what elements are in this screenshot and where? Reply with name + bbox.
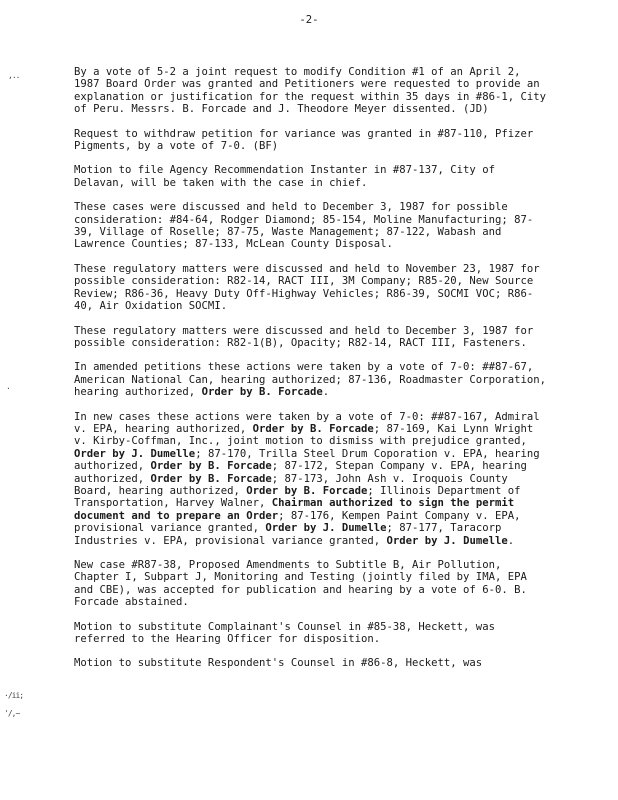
order-attribution: Order by B. Forcade	[246, 484, 368, 497]
paragraph-text: .	[322, 386, 330, 399]
paragraph	[74, 657, 550, 669]
paragraph-text: In new cases these actions were taken by a vote of 7-0: ##87-167, Admiral v. EPA, hearing authorized,	[74, 410, 540, 435]
paragraph-text: These regulatory matters were discussed and held to November 23, 1987 for possible consideration: R82-14, RACT III, 3M Company; R85-20, New Source Review; R86-36, Heavy Duty Off-Highway Vehicles; R86-39, SOCMI VOC; R86-40, Air Oxidation SOCMI.	[74, 262, 540, 313]
paragraph	[74, 559, 550, 609]
paragraph-text: In amended petitions these actions were taken by a vote of 7-0: ##87-67, American National Can, hearing authorized; 87-136, Roadmaster Corporation, hearing authorized,	[74, 361, 546, 399]
order-attribution: Chairman authorized to sign the permit document and to prepare an Order	[74, 497, 515, 522]
paragraph	[74, 361, 550, 398]
paragraph-text: ; Illinois Department of Transportation, Harvey Walner,	[74, 484, 521, 510]
paragraph	[74, 621, 550, 646]
paragraph-text: By a vote of 5-2 a joint request to modify Condition #1 of an April 2, 1987 Board Order was granted and Petitioners were requested to provide an explanation or justification for the request within 35 days in #86-1, City of Peru. Messrs. B. Forcade and J. Theodore Meyer dissented. (JD)	[74, 66, 546, 116]
margin-mark: '/,~	[4, 709, 20, 718]
paragraph-text: These regulatory matters were discussed and held to December 3, 1987 for possible consideration: R82-1(B), Opacity; R82-14, RACT III, Fasteners.	[74, 324, 534, 349]
order-attribution: Order by B. Forcade	[150, 460, 272, 473]
paragraph-text: Motion to substitute Respondent's Counsel in #86-8, Heckett, was	[74, 657, 483, 670]
paragraph	[74, 411, 550, 547]
minutes-body	[74, 66, 550, 682]
paragraph-text: ; 87-173, John Ash v. Iroquois County Board, hearing authorized,	[74, 472, 508, 497]
paragraph	[74, 128, 550, 153]
order-attribution: Order by J. Dumelle	[265, 522, 387, 535]
margin-mark: ·/ii;	[4, 691, 24, 700]
paragraph-text: New case #R87-38, Proposed Amendments to Subtitle B, Air Pollution, Chapter I, Subpart J, Monitoring and Testing (jointly filed by IMA, EPA and CBE), was accepted for publication and hearing by a vote of 6-0. B. Forcade abstained.	[74, 559, 527, 609]
paragraph	[74, 164, 550, 189]
order-attribution: Order by J. Dumelle	[386, 534, 508, 547]
paragraph-text: ; 87-169, Kai Lynn Wright v. Kirby-Coffman, Inc., joint motion to dismiss with prejudice granted,	[74, 422, 534, 448]
paragraph	[74, 325, 550, 350]
paragraph-text: ; 87-177, Taracorp Industries v. EPA, provisional variance granted,	[74, 522, 502, 547]
page-number: -2-	[299, 14, 319, 26]
paragraph	[74, 263, 550, 313]
paragraph-text: ; 87-176, Kempen Paint Company v. EPA, provisional variance granted,	[74, 509, 521, 535]
paragraph-text: ; 87-170, Trilla Steel Drum Coporation v. EPA, hearing authorized,	[74, 447, 540, 473]
paragraph	[74, 66, 550, 116]
order-attribution: Order by B. Forcade	[150, 472, 272, 485]
order-attribution: Order by B. Forcade	[252, 422, 374, 435]
margin-mark: ·	[6, 384, 10, 393]
margin-mark: ,..	[8, 71, 20, 80]
paragraph-text: .	[507, 534, 515, 547]
paragraph-text: Motion to substitute Complainant's Counsel in #85-38, Heckett, was referred to the Hearing Officer for disposition.	[74, 620, 495, 646]
paragraph-text: Motion to file Agency Recommendation Instanter in #87-137, City of Delavan, will be taken with the case in chief.	[74, 164, 495, 189]
paragraph-text: Request to withdraw petition for variance was granted in #87-110, Pfizer Pigments, by a vote of 7-0. (BF)	[74, 127, 534, 153]
paragraph-text: These cases were discussed and held to December 3, 1987 for possible consideration: #84-64, Rodger Diamond; 85-154, Moline Manufacturing; 87-39, Village of Roselle; 87-75, Waste Management; 87-122, Wabash and Lawrence Counties; 87-133, McLean County Disposal.	[74, 201, 534, 251]
paragraph-text: ; 87-172, Stepan Company v. EPA, hearing authorized,	[74, 460, 527, 485]
paragraph	[74, 201, 550, 251]
order-attribution: Order by J. Dumelle	[74, 447, 196, 460]
order-attribution: Order by B. Forcade	[201, 386, 323, 399]
